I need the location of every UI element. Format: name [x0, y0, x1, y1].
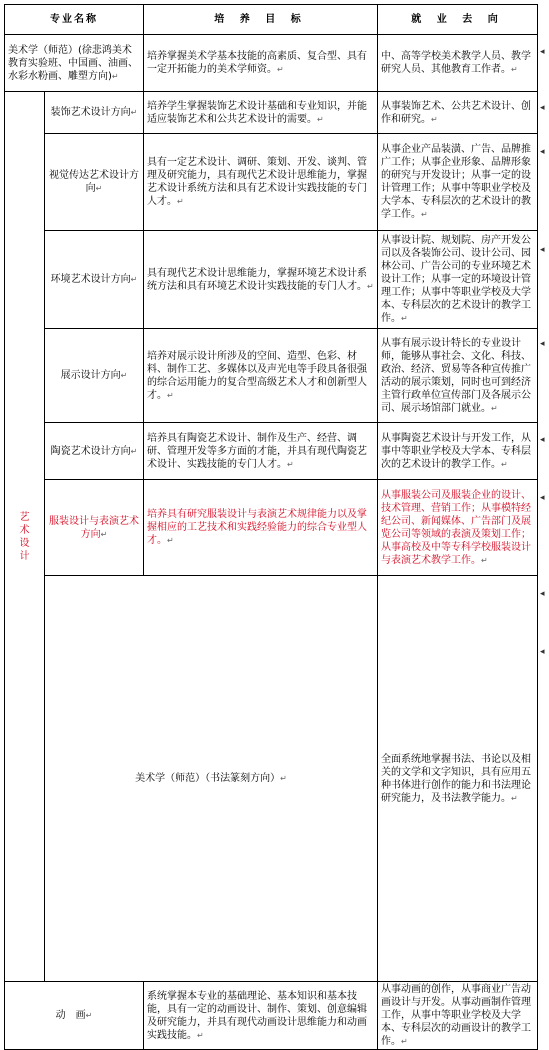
major-name-cell: 美术学（师范）（书法篆刻方向）↵	[45, 576, 378, 982]
header-training-goal: 培 养 目 标	[144, 5, 378, 35]
table-row	[5, 576, 538, 982]
table-row	[5, 423, 538, 480]
career-direction-cell: 从事装饰艺术、公共艺术设计、创作和研究。↵	[378, 92, 538, 134]
training-goal-cell: 系统掌握本专业的基础理论、基本知识和基本技能，具有一定的动画设计、制作、策划、创意编辑及研究能力，并具有现代动画设计思维能力和动画实践技能。↵	[144, 982, 378, 1050]
table-row	[5, 231, 538, 329]
training-goal-cell: 具有现代艺术设计思维能力，掌握环境艺术设计系统方法和具有环境艺术设计实践技能的专门人才。↵	[144, 231, 378, 329]
table-row	[5, 35, 538, 92]
revision-marker-icon: ◂	[540, 435, 545, 445]
majors-table	[4, 4, 538, 1050]
major-name-cell: 展示设计方向↵	[45, 329, 144, 423]
table-row	[5, 329, 538, 423]
training-goal-cell: 培养对展示设计所涉及的空间、造型、色彩、材料、制作工艺、多媒体以及声光电等手段具备很强的综合运用能力的复合型高级艺术人才和创新型人才。↵	[144, 329, 378, 423]
major-name-cell: 装饰艺术设计方向↵	[45, 92, 144, 134]
revision-marker-icon: ◂	[540, 339, 545, 349]
revision-marker-icon: ◂	[540, 245, 545, 255]
training-goal-cell: 全面系统地掌握书法、书论以及相关的文学和文字知识，具有应用五种书体进行创作的能力和书法理论研究能力，及书法教学能力。↵	[378, 576, 538, 982]
career-direction-cell: 从事陶瓷艺术设计与开发工作，从事中等职业学校及大学本、专科层次的艺术设计的教学工作。↵	[378, 423, 538, 480]
major-name-cell: 环境艺术设计方向↵	[45, 231, 144, 329]
revision-marker-icon: ◂	[540, 589, 545, 599]
table-row	[5, 134, 538, 231]
revision-marker-icon: ◂	[540, 103, 545, 113]
major-name-cell: 服装设计与表演艺术方向↵	[45, 480, 144, 576]
career-direction-cell: 从事企业产品装潢、广告、品牌推广工作；从事企业形象、品牌形象的研究与开发设计；从事一定的设计管理工作；从事中等职业学校及大学本、专科层次的艺术设计的教学工作。↵	[378, 134, 538, 231]
major-name-cell: 动 画↵	[5, 982, 144, 1050]
header-career-direction: 就 业 去 向	[378, 5, 538, 35]
training-goal-cell: 培养掌握美术学基本技能的高素质、复合型、具有一定开拓能力的美术学师资。↵	[144, 35, 378, 92]
major-name-cell: 视觉传达艺术设计方向↵	[45, 134, 144, 231]
career-direction-cell: 从事服装公司及服装企业的设计、技术管理、营销工作；从事模特经纪公司、新闻媒体、广告部门及展览公司等领域的表演及策划工作；从事高校及中等专科学校服装设计与表演艺术教学工作。↵	[378, 480, 538, 576]
major-name-cell: 陶瓷艺术设计方向↵	[45, 423, 144, 480]
table-row	[5, 982, 538, 1050]
training-goal-cell: 培养具有陶瓷艺术设计、制作及生产、经营、调研、管理开发等多方面的才能，并具有现代陶瓷艺术设计、实践技能的专门人才。↵	[144, 423, 378, 480]
revision-marker-icon: ◂	[540, 47, 545, 57]
training-goal-cell: 培养具有研究服装设计与表演艺术规律能力以及掌握相应的工艺技术和实践经验能力的综合专业型人才。↵	[144, 480, 378, 576]
header-major-name: 专业名称	[5, 5, 144, 35]
table-header-row	[5, 5, 538, 35]
major-name-cell: 美术学（师范）(徐悲鸿美术教育实验班、中国画、油画、水彩水粉画、雕塑方向)↵	[5, 35, 144, 92]
career-direction-cell: 中、高等学校美术教学人员、教学研究人员、其他教育工作者。↵	[378, 35, 538, 92]
art-design-group-label: 艺 术 设 计	[5, 92, 45, 982]
career-direction-cell: 从事有展示设计特长的专业设计师，能够从事社会、文化、科技、政治、经济、贸易等各种宣传推广活动的展示策划，同时也可到经济主管行政单位宣传部门及各展示公司、展示场馆部门就业。↵	[378, 329, 538, 423]
table-row	[5, 480, 538, 576]
career-direction-cell: 从事动画的创作，从事商业广告动画设计与开发。从事动画制作管理工作，从事中等职业学校及大学本、专科层次的动画设计的教学工作。↵	[378, 982, 538, 1050]
training-goal-cell: 培养学生掌握装饰艺术设计基础和专业知识，并能适应装饰艺术和公共艺术设计的需要。↵	[144, 92, 378, 134]
table-row	[5, 92, 538, 134]
revision-marker-icon: ◂	[540, 647, 545, 657]
career-direction-cell: 从事设计院、规划院、房产开发公司以及各装饰公司、设计公司、园林公司、广告公司的专业环境艺术设计工作；从事一定的环境设计管理工作；从事中等职业学校及大学本、专科层次的艺术设计的教学工作。↵	[378, 231, 538, 329]
revision-marker-icon: ◂	[540, 493, 545, 503]
revision-marker-icon: ◂	[540, 147, 545, 157]
training-goal-cell: 具有一定艺术设计、调研、策划、开发、谈判、管理及研究能力，具有现代艺术设计思维能力，掌握艺术设计系统方法和具有艺术设计实践技能的专门人才。↵	[144, 134, 378, 231]
